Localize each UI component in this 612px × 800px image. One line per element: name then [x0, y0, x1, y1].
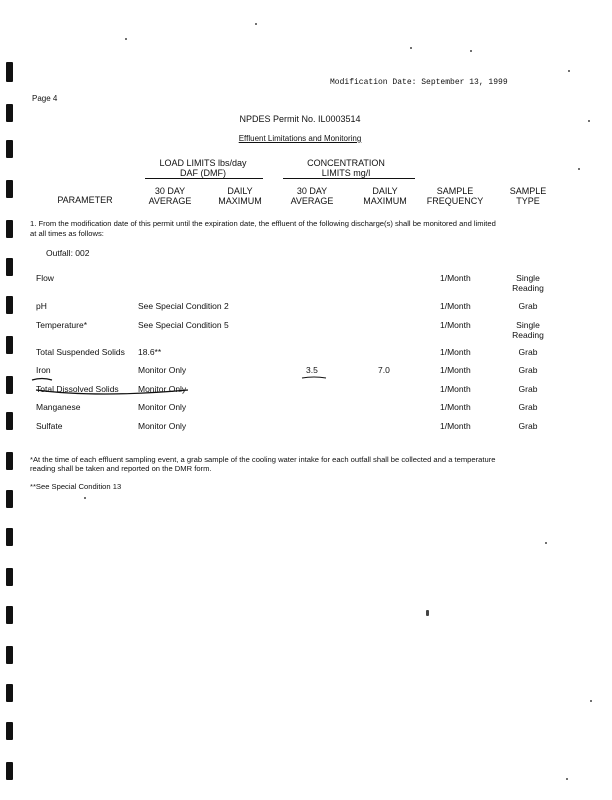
sample-frequency-header-line1: SAMPLE — [436, 186, 474, 196]
section-title: Effluent Limitations and Monitoring — [238, 134, 362, 143]
load-limit-cell: 18.6** — [138, 347, 162, 357]
parameter-column-header: PARAMETER — [57, 195, 113, 205]
footnote-1-line-2: reading shall be taken and reported on the DMR form. — [30, 464, 212, 473]
sample-type-header-line2: TYPE — [516, 196, 540, 206]
sample-frequency-cell: 1/Month — [440, 384, 471, 394]
conc-avg-header-line1: 30 DAY — [296, 186, 328, 196]
sample-frequency-cell: 1/Month — [440, 365, 471, 375]
sample-type-cell: Single Reading — [512, 320, 544, 340]
page-number: Page 4 — [32, 94, 58, 103]
sample-type-cell: Grab — [518, 365, 538, 375]
load-max-header-line2: MAXIMUM — [218, 196, 262, 206]
load-limit-cell: Monitor Only — [138, 384, 187, 394]
sample-type-cell: Grab — [518, 301, 538, 311]
sample-frequency-cell: 1/Month — [440, 320, 471, 330]
load-limit-cell: Monitor Only — [138, 365, 187, 375]
parameter-cell: pH — [36, 301, 47, 311]
parameter-cell: Iron — [36, 365, 51, 375]
sample-type-cell: Single Reading — [512, 273, 544, 293]
handwritten-underline-marks — [28, 368, 198, 402]
concentration-maximum-cell: 7.0 — [378, 365, 390, 375]
parameter-cell: Total Dissolved Solids — [36, 384, 119, 394]
concentration-heading: CONCENTRATION — [307, 158, 385, 168]
permit-number: NPDES Permit No. IL0003514 — [239, 114, 361, 124]
sample-frequency-cell: 1/Month — [440, 421, 471, 431]
conc-max-header-line2: MAXIMUM — [363, 196, 407, 206]
sample-frequency-cell: 1/Month — [440, 347, 471, 357]
sample-type-cell: Grab — [518, 347, 538, 357]
load-max-header-line1: DAILY — [227, 186, 253, 196]
parameter-cell: Flow — [36, 273, 54, 283]
table-row — [0, 273, 612, 297]
parameter-cell: Temperature* — [36, 320, 88, 330]
intro-line-1: 1. From the modification date of this permit until the expiration date, the effluent of the following discharge(s) shall be monitored and limited — [30, 219, 496, 228]
load-limit-cell: See Special Condition 5 — [138, 320, 229, 330]
load-avg-header-line1: 30 DAY — [154, 186, 186, 196]
load-limits-heading: LOAD LIMITS lbs/day — [159, 158, 247, 168]
load-avg-header-line2: AVERAGE — [148, 196, 192, 206]
iron-average-underline — [300, 372, 330, 382]
sample-type-cell: Grab — [518, 421, 538, 431]
sample-frequency-cell: 1/Month — [440, 273, 471, 283]
modification-date: Modification Date: September 13, 1999 — [330, 78, 508, 87]
sample-frequency-header-line2: FREQUENCY — [426, 196, 484, 206]
table-row — [0, 421, 612, 445]
table-row — [0, 320, 612, 344]
load-limits-subheading: DAF (DMF) — [180, 168, 226, 178]
sample-frequency-cell: 1/Month — [440, 301, 471, 311]
sample-type-cell: Grab — [518, 384, 538, 394]
load-limit-cell: Monitor Only — [138, 421, 187, 431]
parameter-cell: Sulfate — [36, 421, 63, 431]
sample-frequency-cell: 1/Month — [440, 402, 471, 412]
sample-type-cell: Grab — [518, 402, 538, 412]
parameter-cell: Total Suspended Solids — [36, 347, 125, 357]
parameter-cell: Manganese — [36, 402, 81, 412]
concentration-subheading: LIMITS mg/l — [321, 168, 371, 178]
load-limit-cell: Monitor Only — [138, 402, 187, 412]
footnote-1-line-1: *At the time of each effluent sampling event, a grab sample of the cooling water intake for each outfall shall be collected and a temperature — [30, 455, 496, 464]
concentration-average-cell: 3.5 — [306, 365, 318, 375]
footnote-2: **See Special Condition 13 — [30, 482, 122, 491]
conc-avg-header-line2: AVERAGE — [290, 196, 334, 206]
load-limit-cell: See Special Condition 2 — [138, 301, 229, 311]
outfall-label: Outfall: 002 — [46, 248, 90, 258]
conc-max-header-line1: DAILY — [372, 186, 398, 196]
sample-type-header-line1: SAMPLE — [509, 186, 547, 196]
intro-line-2: at all times as follows: — [30, 229, 104, 238]
